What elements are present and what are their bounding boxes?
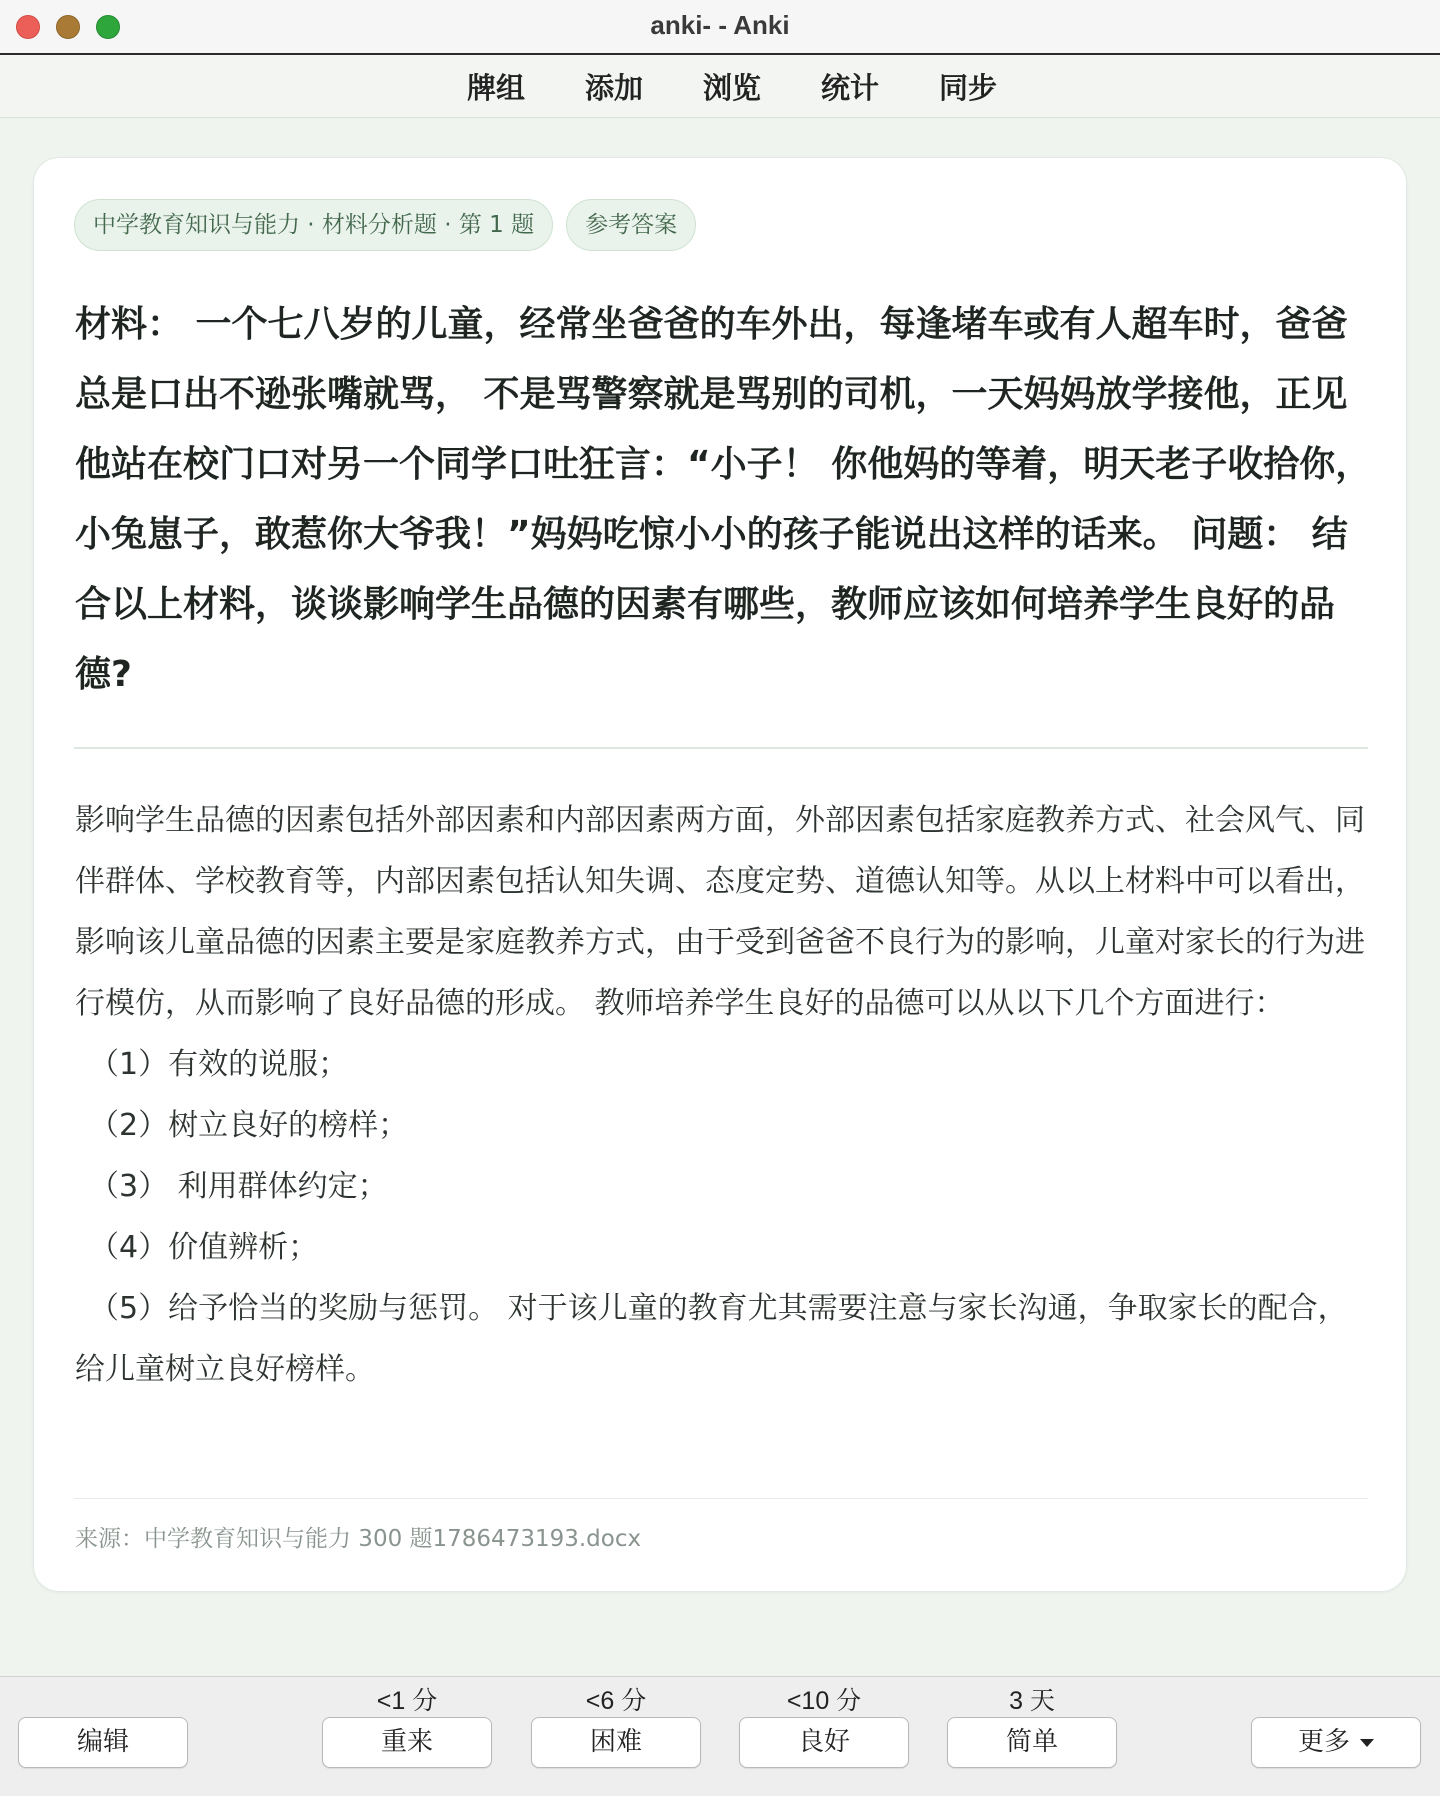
menu-add[interactable]: 添加 xyxy=(584,70,643,105)
easy-button[interactable]: 简单 xyxy=(947,1717,1117,1768)
answer-item: （2）树立良好的榜样； xyxy=(89,1108,409,1143)
hard-interval: <6 分 xyxy=(585,1687,647,1715)
card-tags xyxy=(74,199,696,251)
source-divider xyxy=(74,1498,1368,1499)
answer-item: （3） 利用群体约定； xyxy=(89,1169,388,1204)
again-interval: <1 分 xyxy=(376,1687,438,1715)
easy-interval: 3 天 xyxy=(1009,1687,1055,1715)
menu-decks[interactable]: 牌组 xyxy=(466,70,525,105)
answer-item: （5）给予恰当的奖励与惩罚。 对于该儿童的教育尤其需要注意与家长沟通，争取家长的配合，给儿童树立良好榜样。 xyxy=(75,1291,1348,1387)
card-tag-answer: 参考答案 xyxy=(566,199,696,251)
more-button-label: 更多 xyxy=(1297,1727,1350,1757)
answer-item: （4）价值辨析； xyxy=(89,1230,319,1265)
card-tag-topic: 中学教育知识与能力 · 材料分析题 · 第 1 题 xyxy=(74,199,553,251)
again-button[interactable]: 重来 xyxy=(322,1717,492,1768)
menu-browse[interactable]: 浏览 xyxy=(702,70,761,105)
hard-button[interactable]: 困难 xyxy=(531,1717,701,1768)
answer-intro: 影响学生品德的因素包括外部因素和内部因素两方面，外部因素包括家庭教养方式、社会风气、同伴群体、学校教育等，内部因素包括认知失调、态度定势、道德认知等。从以上材料中可以看出，影响该儿童品德的因素主要是家庭教养方式，由于受到爸爸不良行为的影响，儿童对家长的行为进行模仿，从而影响了良好品德的形成。 教师培养学生良好的品德可以从以下几个方面进行： xyxy=(75,803,1365,1021)
answer-divider xyxy=(74,747,1368,749)
answer-item: （1）有效的说服； xyxy=(89,1047,349,1082)
window-title: anki- - Anki xyxy=(650,10,790,40)
good-interval: <10 分 xyxy=(786,1687,862,1715)
chevron-down-icon xyxy=(1360,1739,1374,1747)
menu-stats[interactable]: 统计 xyxy=(821,70,880,105)
card-source: 来源：中学教育知识与能力 300 题1786473193.docx xyxy=(75,1526,642,1552)
question-text: 材料： 一个七八岁的儿童，经常坐爸爸的车外出，每逢堵车或有人超车时，爸爸总是口出不逊张嘴就骂， 不是骂警察就是骂别的司机，一天妈妈放学接他，正见他站在校门口对另一个同学口吐狂言：“小子！ 你他妈的等着，明天老子收拾你，小兔崽子，敢惹你大爷我！”妈妈吃惊小小的孩子能说出这样的话来。 问题： 结合以上材料，谈谈影响学生品德的因素有哪些，教师应该如何培养学生良好的品德? xyxy=(75,304,1372,695)
top-menu xyxy=(0,55,1440,118)
edit-button[interactable]: 编辑 xyxy=(18,1717,188,1768)
answer-text xyxy=(75,790,1371,1400)
menu-sync[interactable]: 同步 xyxy=(939,70,998,105)
good-button[interactable]: 良好 xyxy=(739,1717,909,1768)
review-card xyxy=(33,157,1407,1592)
more-button[interactable] xyxy=(1251,1717,1421,1768)
bottom-bar xyxy=(0,1676,1440,1796)
title-bar xyxy=(0,0,1440,55)
